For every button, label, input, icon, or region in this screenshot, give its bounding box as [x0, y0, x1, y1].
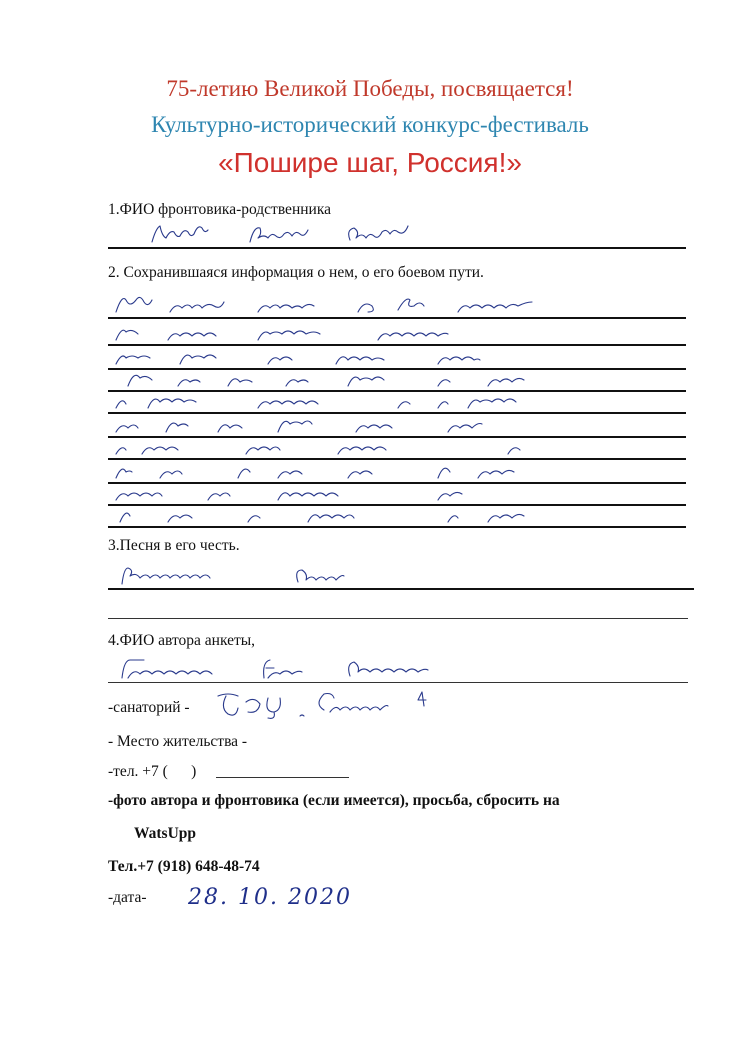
phone-answer-line	[216, 777, 349, 778]
q2-answer-line-2	[108, 344, 686, 346]
q1-answer-line	[108, 247, 686, 249]
q3-label: 3.Песня в его честь.	[108, 537, 240, 554]
date-label: -дата-	[108, 889, 147, 906]
q3-handwriting	[118, 564, 378, 588]
sanatorium-handwriting	[212, 688, 452, 722]
phone-label: -тел. +7 ( )	[108, 763, 197, 780]
q2-handwriting	[108, 288, 698, 528]
q2-answer-line-3	[108, 368, 686, 370]
photo-note: -фото автора и фронтовика (если имеется), просьба, сбросить на	[108, 792, 560, 809]
header-dedication: 75-летию Великой Победы, посвящается!	[166, 76, 574, 101]
q2-answer-line-7	[108, 458, 686, 460]
q3-answer-line-2	[108, 618, 688, 619]
messenger-name: WatsUpp	[134, 825, 197, 842]
q1-handwriting	[150, 222, 490, 248]
q4-answer-line	[108, 682, 688, 683]
sanatorium-label: -санаторий -	[108, 699, 190, 716]
q2-answer-line-4	[108, 390, 686, 392]
q1-label: 1.ФИО фронтовика-родственника	[108, 201, 332, 218]
q4-label: 4.ФИО автора анкеты,	[108, 632, 256, 649]
q2-answer-line-10	[108, 526, 686, 528]
q2-answer-line-1	[108, 317, 686, 319]
q2-label: 2. Сохранившаяся информация о нем, о его боевом пути.	[108, 264, 484, 281]
q2-answer-line-8	[108, 482, 686, 484]
date-handwritten: 28. 10. 2020	[188, 885, 352, 910]
q3-answer-line-1	[108, 588, 694, 590]
header-contest: Культурно-исторический конкурс-фестиваль	[151, 112, 589, 137]
q4-handwriting	[118, 656, 498, 682]
q2-answer-line-6	[108, 436, 686, 438]
contact-phone: Тел.+7 (918) 648-48-74	[108, 858, 260, 875]
header-slogan: «Пошире шаг, Россия!»	[218, 147, 522, 178]
q2-answer-line-9	[108, 504, 686, 506]
residence-label: - Место жительства -	[108, 733, 248, 750]
q2-answer-line-5	[108, 412, 686, 414]
